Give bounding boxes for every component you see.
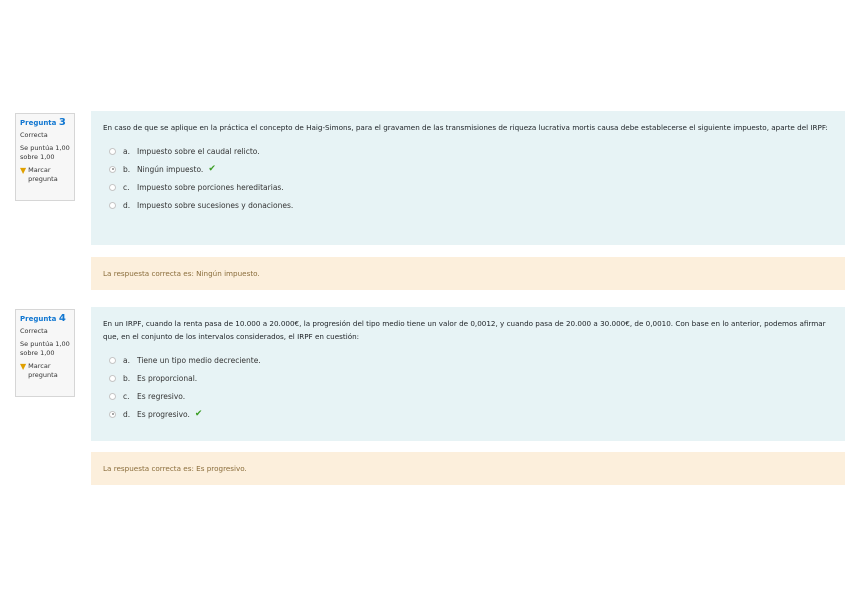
answer-option-d[interactable]: d. Es progresivo. ✔	[103, 405, 833, 423]
correct-check-icon: ✔	[208, 164, 216, 174]
question-number: Pregunta 4	[20, 313, 66, 324]
question-text: En caso de que se aplique en la práctica el concepto de Haig-Simons, para el gravamen de las transmisiones de riqueza lucrativa mortis causa debe establecerse el siguiente impuesto, aparte del IRPF:	[103, 123, 828, 132]
question-number: Pregunta 3	[20, 117, 66, 128]
question-state: Correcta	[20, 131, 48, 139]
answer-option-b[interactable]: b. Ningún impuesto. ✔	[103, 160, 833, 178]
answer-option-b[interactable]: b. Es proporcional.	[103, 369, 833, 387]
radio-button[interactable]	[109, 411, 116, 418]
answer-option-a[interactable]: a. Impuesto sobre el caudal relicto.	[103, 142, 833, 160]
radio-button[interactable]	[109, 375, 116, 382]
answer-option-a[interactable]: a. Tiene un tipo medio decreciente.	[103, 351, 833, 369]
question-content	[91, 111, 845, 245]
answer-option-c[interactable]: c. Impuesto sobre porciones hereditarias.	[103, 178, 833, 196]
radio-button[interactable]	[109, 166, 116, 173]
feedback-box: La respuesta correcta es: Ningún impuesto.	[91, 257, 845, 290]
flag-question-button[interactable]: ▼ Marcar pregunta	[20, 362, 58, 379]
question-info	[15, 113, 75, 201]
flag-question-button[interactable]: ▼ Marcar pregunta	[20, 166, 58, 183]
radio-button[interactable]	[109, 184, 116, 191]
question-content	[91, 307, 845, 441]
correct-check-icon: ✔	[194, 409, 203, 419]
question-info	[15, 309, 75, 397]
question-grade: Se puntúa 1,00 sobre 1,00	[20, 340, 70, 357]
radio-button[interactable]	[109, 148, 116, 155]
answer-option-c[interactable]: c. Es regresivo.	[103, 387, 833, 405]
radio-button[interactable]	[109, 393, 116, 400]
answer-option-d[interactable]: d. Impuesto sobre sucesiones y donaciones.	[103, 196, 833, 214]
question-state: Correcta	[20, 327, 48, 335]
answer-options	[103, 351, 833, 423]
radio-button[interactable]	[109, 357, 116, 364]
question-grade: Se puntúa 1,00 sobre 1,00	[20, 144, 70, 161]
answer-options	[103, 142, 833, 214]
feedback-box: La respuesta correcta es: Es progresivo.	[91, 452, 845, 485]
question-text: En un IRPF, cuando la renta pasa de 10.000 a 20.000€, la progresión del tipo medio tiene un valor de 0,0012, y cuando pasa de 20.000 a 30.000€, de 0,0010. Con base en lo anterior, podemos afirmar que, en el conjunto de los intervalos considerados, el IRPF en cuestión:	[103, 319, 826, 341]
radio-button[interactable]	[109, 202, 116, 209]
flag-icon: ▼	[20, 362, 27, 371]
flag-icon: ▼	[20, 166, 27, 175]
